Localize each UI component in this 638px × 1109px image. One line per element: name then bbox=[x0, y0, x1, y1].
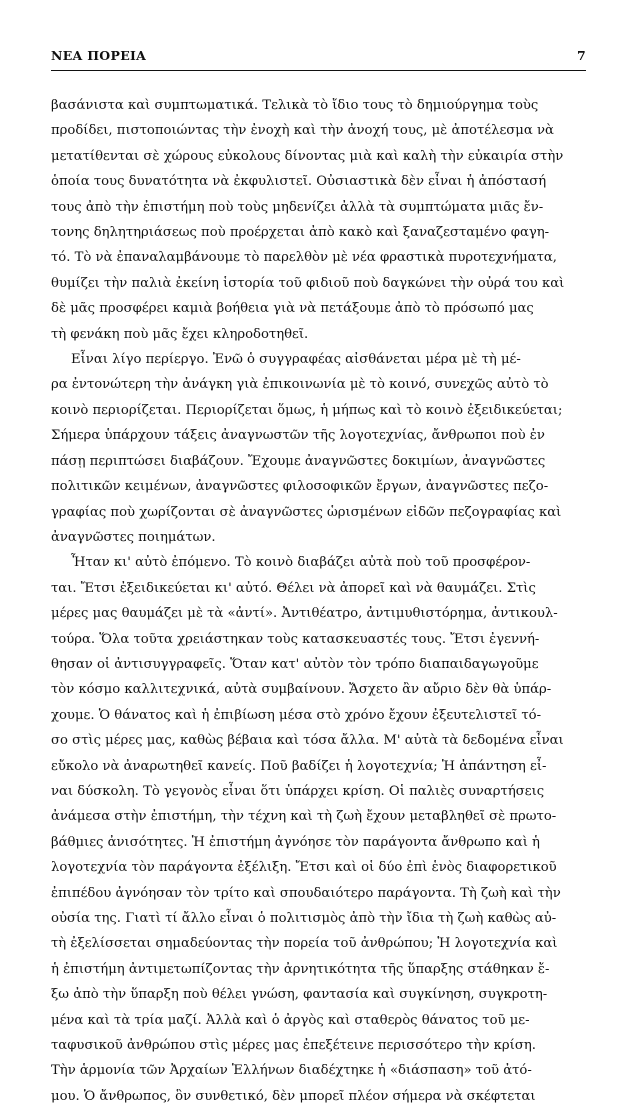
text-line: γραφίας ποὺ χωρίζονται σὲ ἀναγνῶστες ὡρισμένων εἰδῶν πεζογραφίας καὶ bbox=[51, 504, 562, 520]
body-text bbox=[51, 93, 585, 1109]
paragraph bbox=[51, 550, 585, 1109]
text-line: πολιτικῶν κειμένων, ἀναγνῶστες φιλοσοφικῶν ἔργων, ἀναγνῶστες πεζο- bbox=[51, 479, 549, 495]
text-line: ται. Ἔτσι ἐξειδικεύεται κι' αὐτό. Θέλει νὰ ἀπορεῖ καὶ νὰ θαυμάζει. Στὶς bbox=[51, 580, 536, 596]
text-line: ναι δύσκολη. Τὸ γεγονὸς εἶναι ὅτι ὑπάρχει κρίση. Οἱ παλιὲς συναρτήσεις bbox=[51, 783, 545, 799]
text-line: δὲ μᾶς προσφέρει καμιὰ βοήθεια γιὰ νὰ πετάξουμε ἀπὸ τὸ πρόσωπό μας bbox=[51, 301, 534, 317]
running-title: ΝΕΑ ΠΟΡΕΙΑ bbox=[51, 48, 147, 63]
text-line: ρα ἐντονώτερη τὴν ἀνάγκη γιὰ ἐπικοινωνία μὲ τὸ κοινό, συνεχῶς αὐτὸ τὸ bbox=[51, 377, 549, 393]
text-line: κοινὸ περιορίζεται. Περιορίζεται ὅμως, ἡ μήπως καὶ τὸ κοινὸ ἐξειδικεύεται; bbox=[51, 402, 563, 418]
text-line: ταφυσικοῦ ἀνθρώπου στὶς μέρες μας ἐπεξέτεινε περισσότερο τὴν κρίση. bbox=[51, 1038, 536, 1054]
text-line: Ἦταν κι' αὐτὸ ἐπόμενο. Τὸ κοινὸ διαβάζει αὐτὰ ποὺ τοῦ προσφέρον- bbox=[71, 555, 531, 571]
text-line: Τὴν ἁρμονία τῶν Ἀρχαίων Ἑλλήνων διαδέχτηκε ἡ «διάσπαση» τοῦ ἀτό- bbox=[51, 1063, 532, 1079]
text-line: τους ἀπὸ τὴν ἐπιστήμη ποὺ τοὺς μηδενίζει ἀλλὰ τὰ συμπτώματα μιᾶς ἔν- bbox=[51, 199, 544, 215]
text-line: τὴ ἐξελίσσεται σημαδεύοντας τὴν πορεία τοῦ ἀνθρώπου; Ἡ λογοτεχνία καὶ bbox=[51, 936, 558, 952]
text-line: μετατίθενται σὲ χώρους εὐκολους δίνοντας μιὰ καὶ καλὴ τὴν εὐκαιρία στὴν bbox=[51, 148, 564, 164]
text-line: εὔκολο νὰ ἀναρωτηθεῖ κανείς. Ποῦ βαδίζει ἡ λογοτεχνία; Ἡ ἀπάντηση εἶ- bbox=[51, 758, 547, 774]
text-line: τό. Τὸ νὰ ἐπαναλαμβάνουμε τὸ παρελθὸν μὲ νέα φραστικὰ πυροτεχνήματα, bbox=[51, 250, 557, 266]
paragraph bbox=[51, 93, 585, 347]
text-line: χουμε. Ὁ θάνατος καὶ ἡ ἐπιβίωση μέσα στὸ χρόνο ἔχουν ἐξευτελιστεῖ τό- bbox=[51, 707, 542, 723]
text-line: ξω ἀπὸ τὴν ὕπαρξη ποὺ θέλει γνώση, φαντασία καὶ συγκίνηση, συγκροτη- bbox=[51, 987, 548, 1003]
text-line: Εἶναι λίγο περίεργο. Ἐνῶ ὁ συγγραφέας αἰσθάνεται μέρα μὲ τὴ μέ- bbox=[71, 352, 521, 368]
text-line: ἐπιπέδου ἀγνόησαν τὸν τρίτο καὶ σπουδαιότερο παράγοντα. Τὴ ζωὴ καὶ τὴν bbox=[51, 885, 561, 901]
text-line: ὁποία τους δυνατότητα νὰ ἐκφυλιστεῖ. Οὐσιαστικὰ δὲν εἶναι ἡ ἀπόστασή bbox=[51, 174, 547, 190]
text-line: βάθμιες ἀνισότητες. Ἡ ἐπιστήμη ἀγνόησε τὸν παράγοντα ἄνθρωπο καὶ ἡ bbox=[51, 834, 540, 850]
text-line: μου. Ὁ ἄνθρωπος, ὃν συνθετικό, δὲν μπορεῖ πλέον σήμερα νὰ σκέφτεται bbox=[51, 1088, 536, 1104]
text-line: ἀνάμεσα στὴν ἐπιστήμη, τὴν τέχνη καὶ τὴ ζωὴ ἔχουν μεταβληθεῖ σὲ πρωτο- bbox=[51, 809, 557, 825]
text-line: τονης δηλητηριάσεως ποὺ προέρχεται ἀπὸ κακὸ καὶ ξαναζεσταμένο φαγη- bbox=[51, 225, 550, 241]
text-line: Σήμερα ὑπάρχουν τάξεις ἀναγνωστῶν τῆς λογοτεχνίας, ἄνθρωποι ποὺ ἐν bbox=[51, 428, 545, 444]
text-line: θησαν οἱ ἀντισυγγραφεῖς. Ὅταν κατ' αὐτὸν τὸν τρόπο διαπαιδαγωγοῦμε bbox=[51, 656, 539, 672]
text-line: τὴ φενάκη ποὺ μᾶς ἔχει κληροδοτηθεῖ. bbox=[51, 326, 309, 342]
text-line: λογοτεχνία τὸν παράγοντα ἐξέλιξη. Ἔτσι καὶ οἱ δύο ἐπὶ ἑνὸς διαφορετικοῦ bbox=[51, 860, 557, 876]
text-line: μένα καὶ τὰ τρία μαζί. Ἀλλὰ καὶ ὁ ἀργὸς καὶ σταθερὸς θάνατος τοῦ με- bbox=[51, 1012, 530, 1028]
page-number: 7 bbox=[577, 48, 586, 63]
text-line: μέρες μας θαυμάζει μὲ τὰ «ἀντί». Ἀντιθέατρο, ἀντιμυθιστόρημα, ἀντικουλ- bbox=[51, 606, 558, 622]
text-line: τούρα. Ὅλα τοῦτα χρειάστηκαν τοὺς κατασκευαστές τους. Ἔτσι ἐγεννή- bbox=[51, 631, 540, 647]
text-line: οὐσία της. Γιατὶ τί ἄλλο εἶναι ὁ πολιτισμὸς ἀπὸ τὴν ἴδια τὴ ζωὴ καθὼς αὐ- bbox=[51, 911, 557, 926]
text-line: προδίδει, πιστοποιώντας τὴν ἐνοχὴ καὶ τὴν ἀνοχή τους, μὲ ἀποτέλεσμα νὰ bbox=[51, 123, 554, 139]
text-line: βασάνιστα καὶ συμπτωματικά. Τελικὰ τὸ ἴδιο τους τὸ δημιούργημα τοὺς bbox=[51, 98, 539, 113]
running-header bbox=[51, 48, 586, 63]
text-line: ἡ ἐπιστήμη ἀντιμετωπίζοντας τὴν ἀρνητικότητα τῆς ὕπαρξης στάθηκαν ἔ- bbox=[51, 961, 550, 977]
text-line: σο στὶς μέρες μας, καθὼς βέβαια καὶ τόσα ἄλλα. Μ' αὐτὰ τὰ δεδομένα εἶναι bbox=[51, 733, 564, 749]
text-line: τὸν κόσμο καλλιτεχνικά, αὐτὰ συμβαίνουν. Ἄσχετο ἂν αὔριο δὲν θὰ ὑπάρ- bbox=[51, 682, 552, 698]
text-line: θυμίζει τὴν παλιὰ ἐκείνη ἱστορία τοῦ φιδιοῦ ποὺ δαγκώνει τὴν οὐρά του καὶ bbox=[51, 275, 565, 291]
paragraph bbox=[51, 347, 585, 550]
text-line: ἀναγνῶστες ποιημάτων. bbox=[51, 529, 216, 545]
header-rule bbox=[51, 70, 586, 71]
text-line: πάσῃ περιπτώσει διαβάζουν. Ἔχουμε ἀναγνῶστες δοκιμίων, ἀναγνῶστες bbox=[51, 453, 546, 469]
